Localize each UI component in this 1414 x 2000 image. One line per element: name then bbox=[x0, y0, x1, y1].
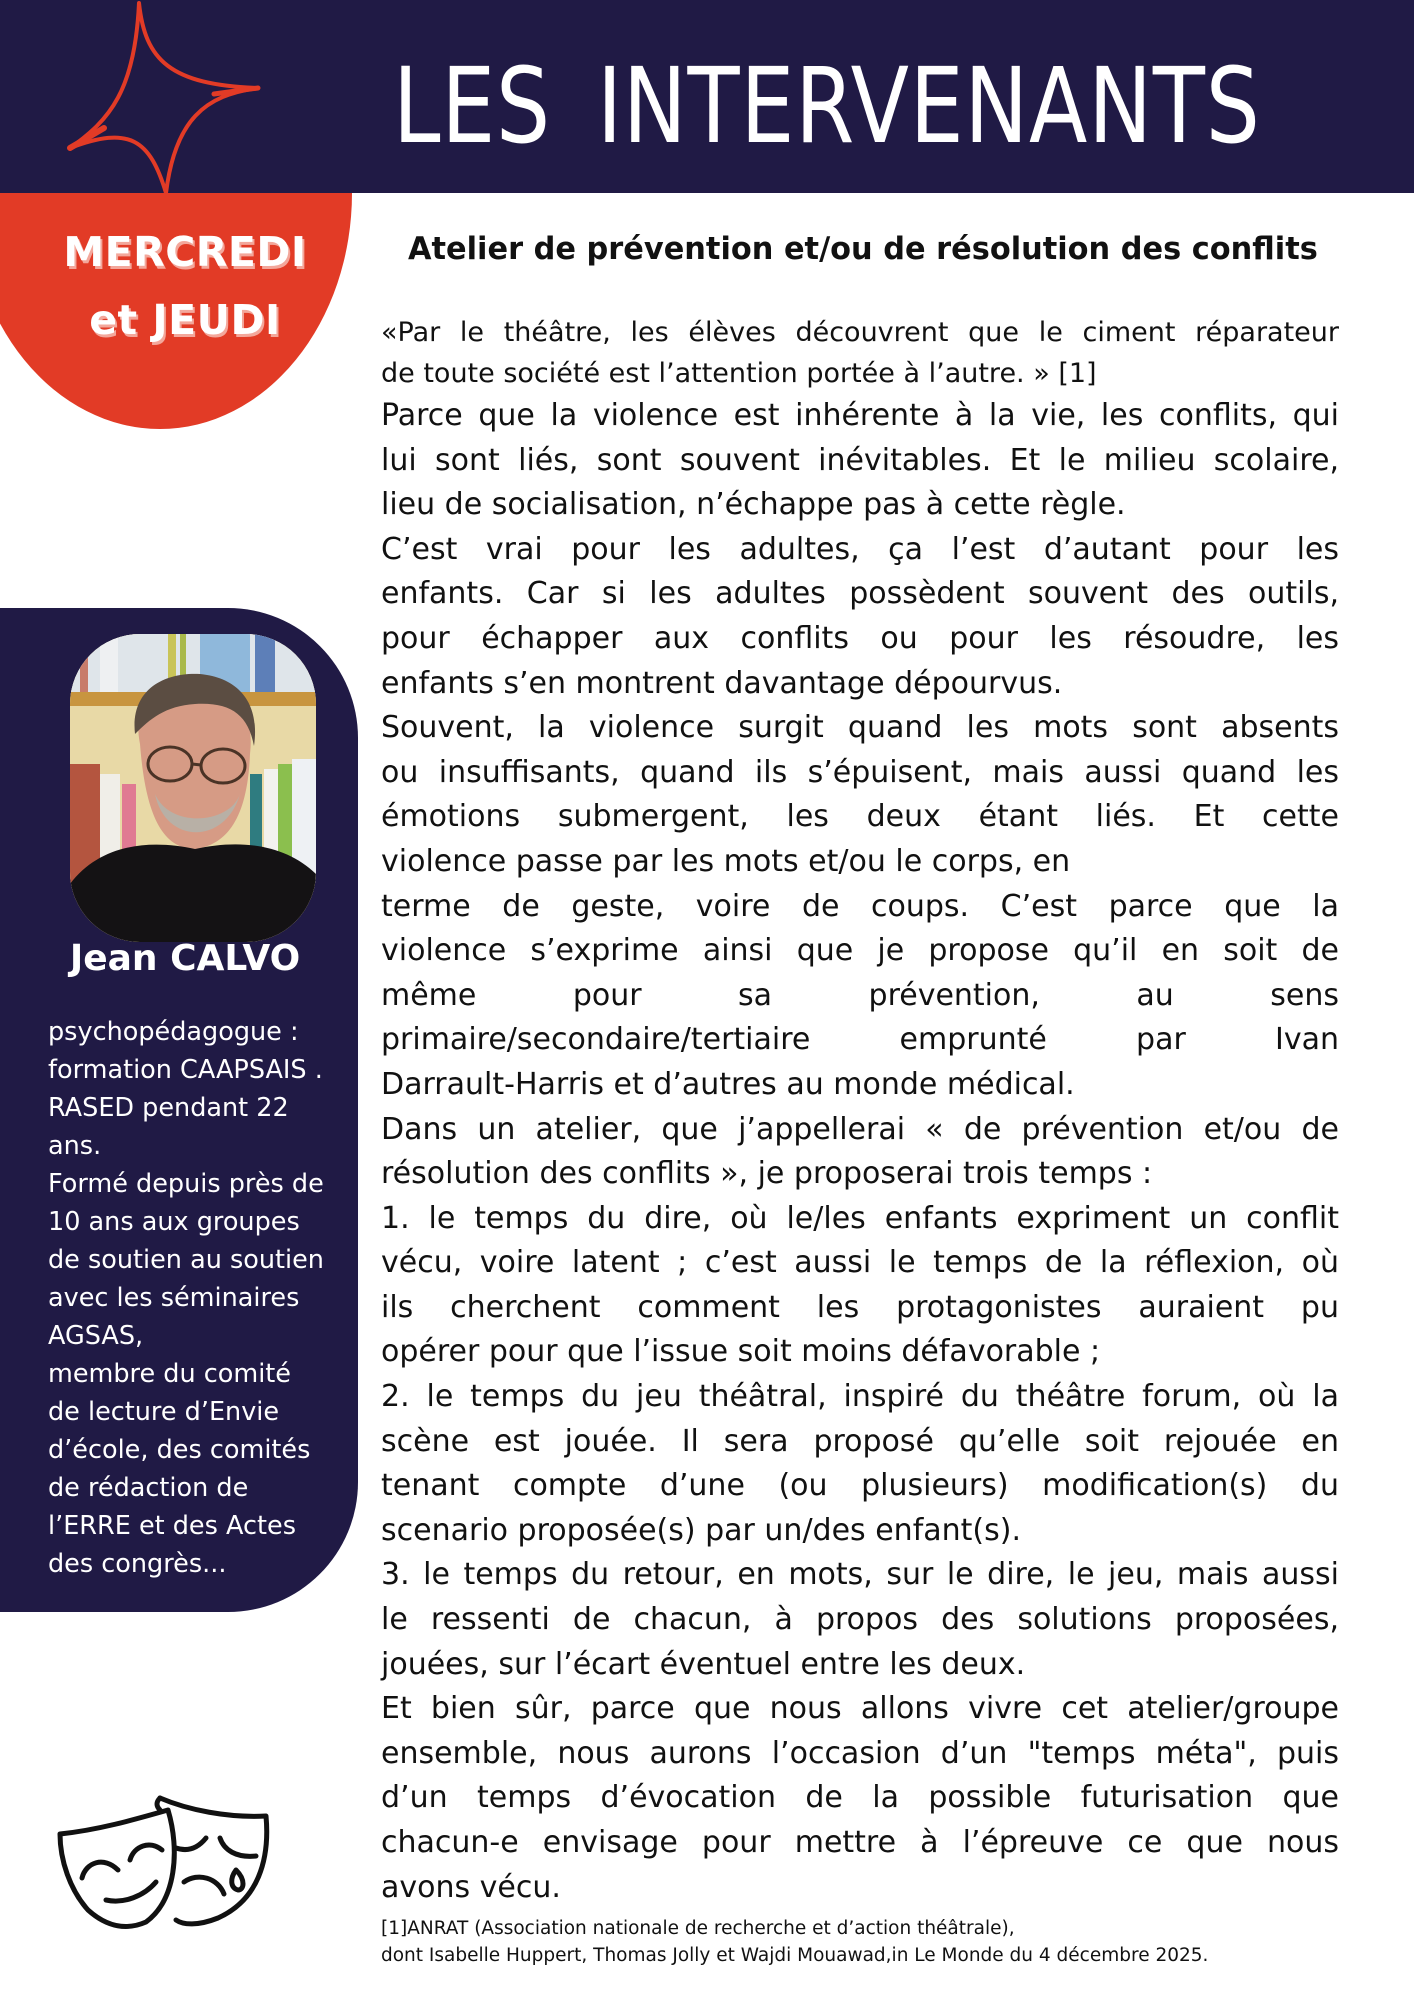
body-line: Dans un atelier, que j’appellerai « de prévention et/ou de bbox=[381, 1111, 1339, 1147]
bio-line: de rédaction de bbox=[48, 1473, 249, 1503]
bio-line: ans. bbox=[48, 1131, 102, 1161]
body-line: d’un temps d’évocation de la possible futurisation que bbox=[381, 1780, 1339, 1816]
body-line: ou insuffisants, quand ils s’épuisent, mais aussi quand les bbox=[381, 754, 1339, 790]
bio-line: AGSAS, bbox=[48, 1321, 144, 1351]
body-line: violence passe par les mots et/ou le corps, en bbox=[381, 843, 1071, 879]
body-line: enfants. Car si les adultes possèdent souvent des outils, bbox=[381, 576, 1339, 612]
footnote-line: dont Isabelle Huppert, Thomas Jolly et Wajdi Mouawad,in Le Monde du 4 décembre 2025. bbox=[381, 1945, 1209, 1966]
body-line: terme de geste, voire de coups. C’est parce que la bbox=[381, 888, 1339, 924]
bio-line: RASED pendant 22 bbox=[48, 1093, 289, 1123]
body-line: scenario proposée(s) par un/des enfant(s). bbox=[381, 1512, 1021, 1548]
body-line: chacun-e envisage pour mettre à l’épreuve ce que nous bbox=[381, 1825, 1339, 1860]
body-line: pour échapper aux conflits ou pour les résoudre, les bbox=[381, 620, 1339, 656]
body-line: 3. le temps du retour, en mots, sur le dire, le jeu, mais aussi bbox=[381, 1557, 1339, 1593]
body-line: scène est jouée. Il sera proposé qu’elle soit rejouée en bbox=[381, 1423, 1339, 1459]
bio-line: avec les séminaires bbox=[48, 1283, 300, 1313]
body-line: Darrault-Harris et d’autres au monde médical. bbox=[381, 1066, 1075, 1102]
body-line: ensemble, nous aurons l’occasion d’un "temps méta", puis bbox=[381, 1735, 1339, 1771]
body-line: émotions submergent, les deux étant liés. Et cette bbox=[381, 799, 1339, 835]
workshop-title: Atelier de prévention et/ou de résolution des conflits bbox=[408, 231, 1318, 267]
body-line: jouées, sur l’écart éventuel entre les deux. bbox=[381, 1646, 1026, 1682]
body-line: vécu, voire latent ; c’est aussi le temps de la réflexion, où bbox=[381, 1245, 1339, 1281]
four-point-star-icon bbox=[0, 0, 300, 200]
description-body bbox=[381, 394, 1339, 1910]
day-badge-line-2: et JEUDI bbox=[89, 296, 281, 344]
body-line: 1. le temps du dire, où le/les enfants expriment un conflit bbox=[381, 1200, 1339, 1236]
body-line: Souvent, la violence surgit quand les mots sont absents bbox=[381, 710, 1339, 746]
body-line: tenant compte d’une (ou plusieurs) modification(s) du bbox=[381, 1468, 1339, 1504]
body-line: lieu de socialisation, n’échappe pas à cette règle. bbox=[381, 487, 1126, 523]
bio-line: de lecture d’Envie bbox=[48, 1397, 280, 1427]
body-line: le ressenti de chacun, à propos des solutions proposées, bbox=[381, 1602, 1339, 1638]
footnote bbox=[381, 1915, 1341, 1969]
bio-line: d’école, des comités bbox=[48, 1435, 311, 1465]
body-line: Et bien sûr, parce que nous allons vivre cet atelier/groupe bbox=[381, 1691, 1339, 1727]
speaker-portrait-image bbox=[70, 634, 316, 942]
header-band bbox=[0, 0, 1414, 193]
workshop-description bbox=[381, 312, 1339, 1910]
bio-line: des congrès... bbox=[48, 1549, 227, 1579]
body-line: primaire/secondaire/tertiaire emprunté par Ivan bbox=[381, 1022, 1339, 1058]
body-line: C’est vrai pour les adultes, ça l’est d’autant pour les bbox=[381, 531, 1339, 567]
footnote-line: [1]ANRAT (Association nationale de recherche et d’action théâtrale), bbox=[381, 1918, 1015, 1939]
body-line: violence s’exprime ainsi que je propose qu’il en soit de bbox=[381, 933, 1339, 969]
day-badge-line-1: MERCREDI bbox=[63, 228, 307, 276]
body-line: même pour sa prévention, au sens bbox=[381, 977, 1339, 1013]
body-line: 2. le temps du jeu théâtral, inspiré du théâtre forum, où la bbox=[381, 1379, 1339, 1415]
quote-line: de toute société est l’attention portée à l’autre. » [1] bbox=[381, 358, 1097, 389]
bio-line: l’ERRE et des Actes bbox=[48, 1511, 297, 1541]
speaker-bio bbox=[48, 1013, 358, 1583]
body-line: ils cherchent comment les protagonistes auraient pu bbox=[381, 1289, 1339, 1325]
page-title: LES INTERVENANTS bbox=[393, 45, 1261, 167]
body-line: avons vécu. bbox=[381, 1869, 561, 1905]
body-line: lui sont liés, sont souvent inévitables. Et le milieu scolaire, bbox=[381, 442, 1339, 478]
body-line: opérer pour que l’issue soit moins défavorable ; bbox=[381, 1334, 1101, 1370]
bio-line: membre du comité bbox=[48, 1359, 291, 1389]
speaker-name: Jean CALVO bbox=[69, 938, 301, 979]
bio-line: Formé depuis près de bbox=[48, 1169, 324, 1199]
quote-line: «Par le théâtre, les élèves découvrent que le ciment réparateur bbox=[381, 317, 1339, 348]
body-line: Parce que la violence est inhérente à la vie, les conflits, qui bbox=[381, 398, 1339, 433]
body-line: résolution des conflits », je proposerai trois temps : bbox=[381, 1156, 1153, 1192]
body-line: enfants s’en montrent davantage dépourvus. bbox=[381, 665, 1063, 701]
bio-line: 10 ans aux groupes bbox=[48, 1207, 300, 1237]
bio-line: de soutien au soutien bbox=[48, 1245, 324, 1275]
theatre-masks-icon bbox=[48, 1790, 272, 1930]
speaker-photo bbox=[70, 634, 316, 942]
opening-quote bbox=[381, 312, 1339, 394]
bio-line: psychopédagogue : bbox=[48, 1017, 299, 1047]
bio-line: formation CAAPSAIS . bbox=[48, 1055, 323, 1085]
